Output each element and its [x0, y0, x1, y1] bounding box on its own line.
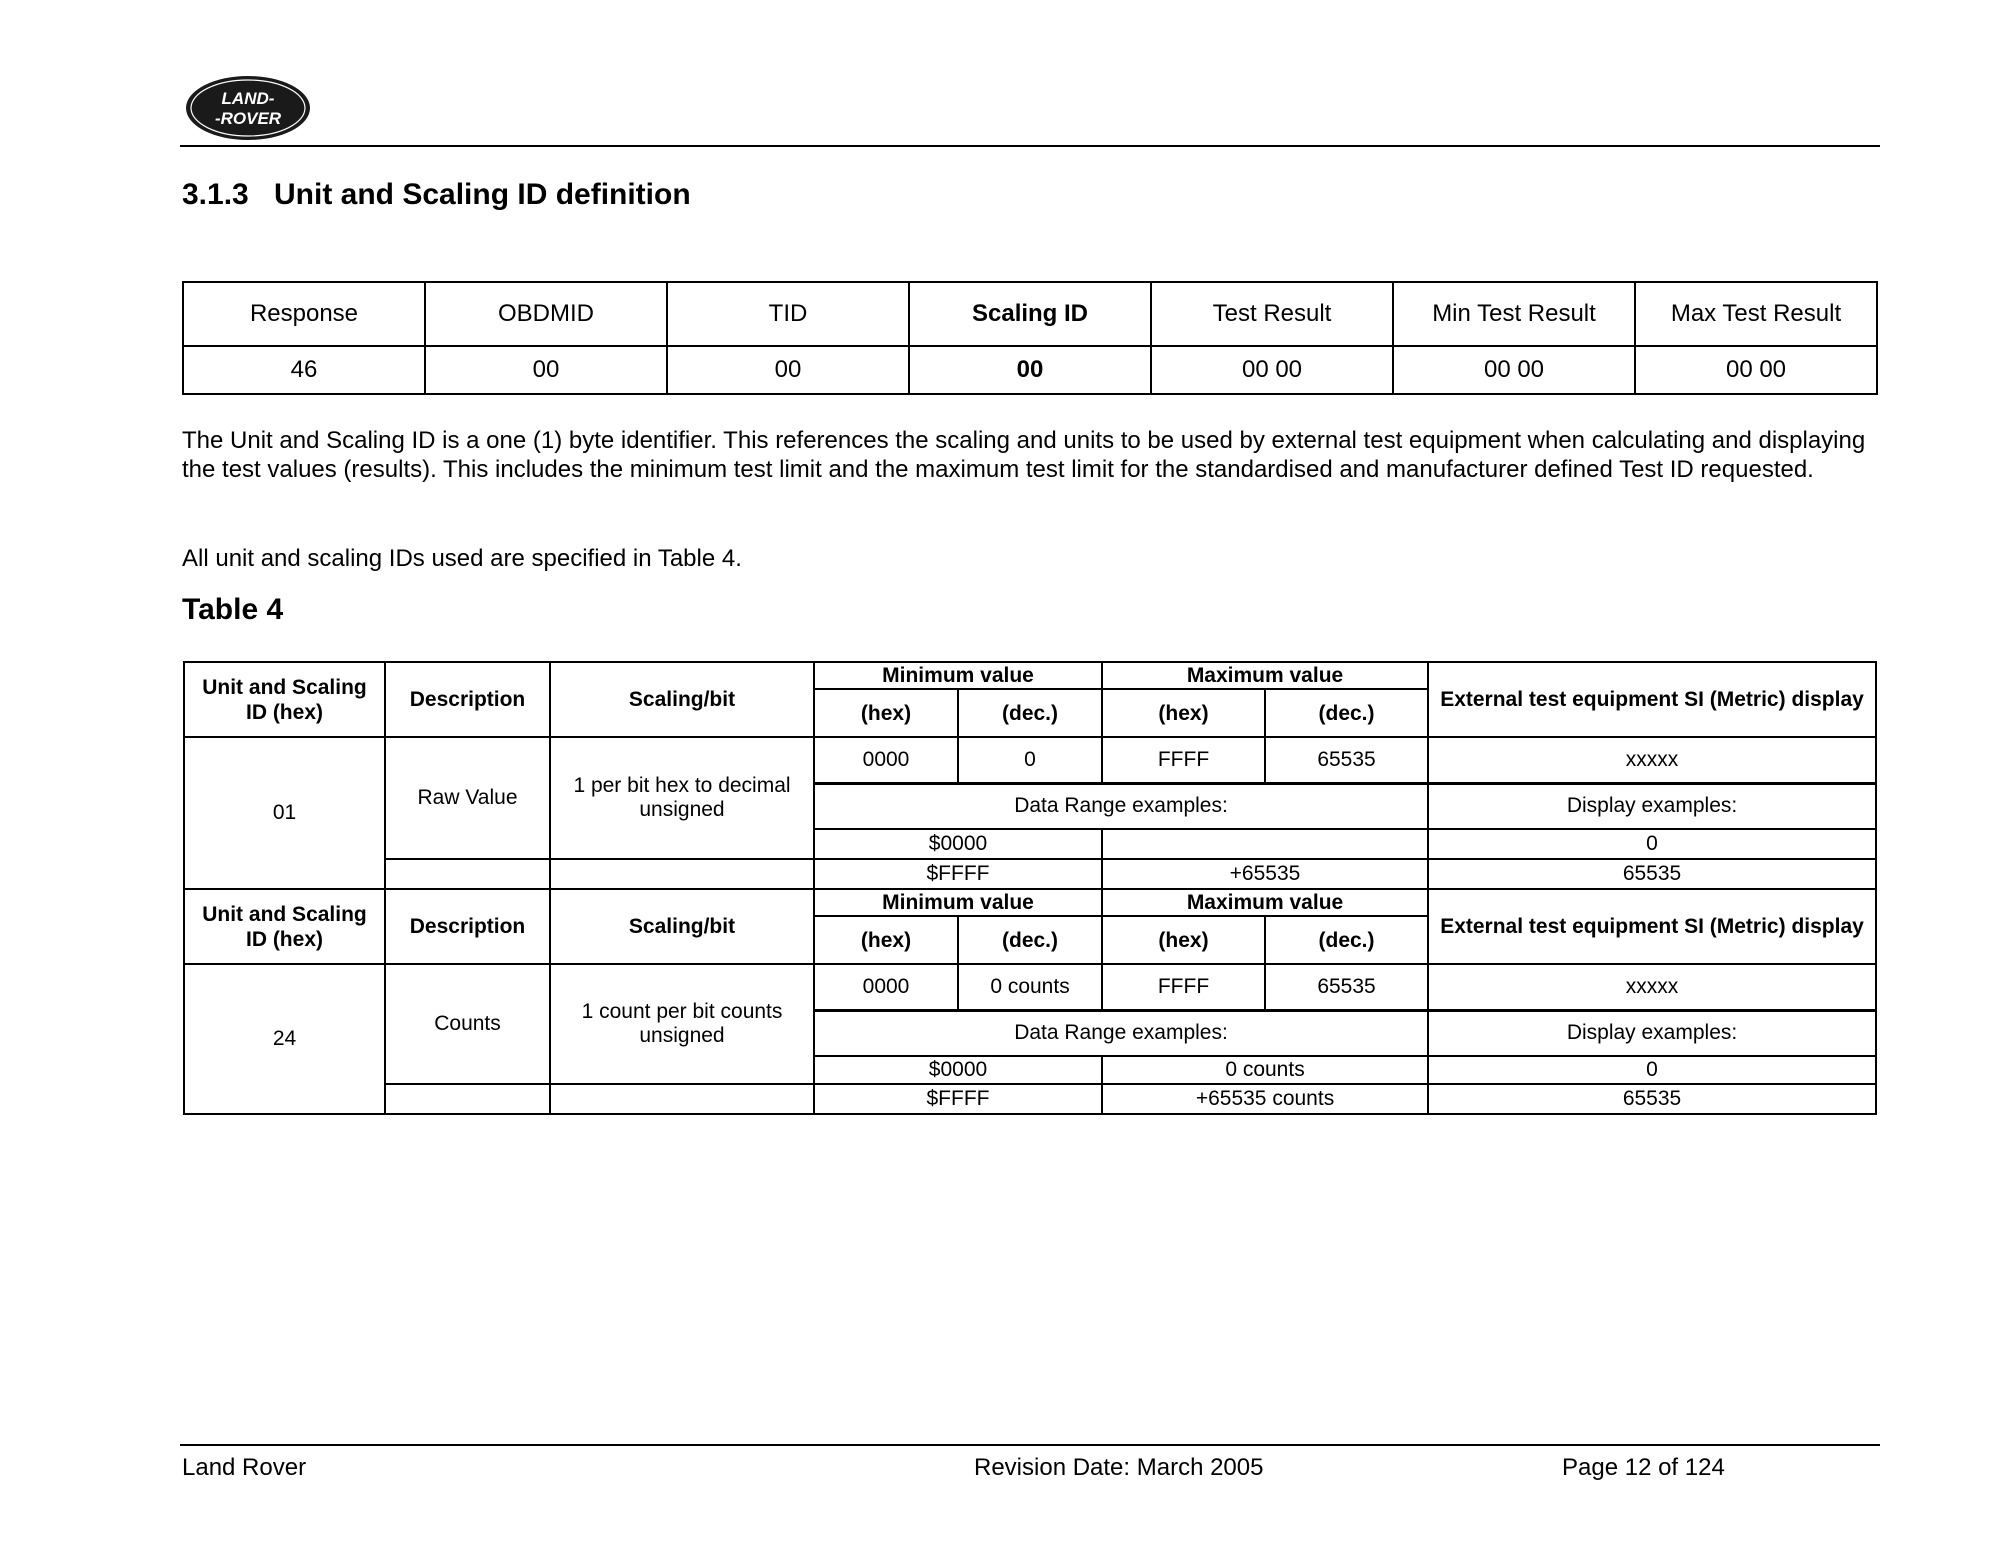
- section-number: 3.1.3: [182, 178, 249, 211]
- example-hex-cell: $0000: [814, 829, 1102, 859]
- empty-cell: [385, 1084, 550, 1114]
- footer-revision-date: Revision Date: March 2005: [974, 1454, 1264, 1481]
- header-min-dec: (dec.): [958, 689, 1102, 737]
- max-hex-cell: FFFF: [1102, 964, 1265, 1010]
- empty-cell: [550, 1084, 814, 1114]
- response-table: [182, 281, 1878, 395]
- footer-page-number: Page 12 of 124: [1562, 1454, 1725, 1481]
- table-row: [184, 859, 1876, 889]
- section-heading: [182, 178, 691, 212]
- example-value-cell: +65535: [1102, 859, 1428, 889]
- scaling-cell: 1 count per bit counts unsigned: [550, 964, 814, 1084]
- land-rover-logo: [184, 74, 312, 142]
- header-tid: TID: [667, 282, 909, 346]
- value-tid: 00: [667, 346, 909, 394]
- scaling-cell: 1 per bit hex to decimal unsigned: [550, 737, 814, 859]
- header-max-test-result: Max Test Result: [1635, 282, 1877, 346]
- display-examples-label: Display examples:: [1428, 783, 1876, 829]
- value-obdmid: 00: [425, 346, 667, 394]
- header-minimum-value: Minimum value: [814, 889, 1102, 916]
- example-hex-cell: $FFFF: [814, 859, 1102, 889]
- svg-text:LAND-: LAND-: [221, 89, 275, 108]
- header-obdmid: OBDMID: [425, 282, 667, 346]
- table-header-row: [184, 889, 1876, 916]
- data-range-label: Data Range examples:: [814, 1010, 1428, 1056]
- min-hex-cell: 0000: [814, 737, 958, 783]
- header-scaling-bit: Scaling/bit: [550, 889, 814, 964]
- header-unit-scaling-id: Unit and Scaling ID (hex): [184, 662, 385, 737]
- example-hex-cell: $0000: [814, 1056, 1102, 1084]
- header-min-dec: (dec.): [958, 916, 1102, 964]
- header-scaling-bit: Scaling/bit: [550, 662, 814, 737]
- header-max-hex: (hex): [1102, 916, 1265, 964]
- header-max-hex: (hex): [1102, 689, 1265, 737]
- unit-scaling-table: [183, 661, 1877, 1115]
- section-title: Unit and Scaling ID definition: [274, 178, 691, 211]
- response-header-row: [183, 282, 1877, 346]
- header-minimum-value: Minimum value: [814, 662, 1102, 689]
- min-hex-cell: 0000: [814, 964, 958, 1010]
- header-min-hex: (hex): [814, 916, 958, 964]
- body-paragraph: The Unit and Scaling ID is a one (1) byte identifier. This references the scaling and units to be used by external test equipment when calculating and displaying the test values (results). This includes the minimum test limit and the maximum test limit for the standardised and manufacturer defined Test ID requested.: [182, 427, 1866, 483]
- display-cell: xxxxx: [1428, 964, 1876, 1010]
- empty-cell: [550, 859, 814, 889]
- header-max-dec: (dec.): [1265, 689, 1428, 737]
- header-response: Response: [183, 282, 425, 346]
- min-dec-cell: 0 counts: [958, 964, 1102, 1010]
- body-paragraph-table-reference: All unit and scaling IDs used are specified in Table 4.: [182, 545, 742, 572]
- response-value-row: [183, 346, 1877, 394]
- example-value-cell: +65535 counts: [1102, 1084, 1428, 1114]
- display-examples-label: Display examples:: [1428, 1010, 1876, 1056]
- table-row: [184, 1084, 1876, 1114]
- header-min-hex: (hex): [814, 689, 958, 737]
- header-max-dec: (dec.): [1265, 916, 1428, 964]
- table-row: [184, 737, 1876, 783]
- example-display-cell: 0: [1428, 829, 1876, 859]
- header-unit-scaling-id: Unit and Scaling ID (hex): [184, 889, 385, 964]
- header-maximum-value: Maximum value: [1102, 889, 1428, 916]
- value-min-test-result: 00 00: [1393, 346, 1635, 394]
- display-cell: xxxxx: [1428, 737, 1876, 783]
- value-response: 46: [183, 346, 425, 394]
- max-dec-cell: 65535: [1265, 964, 1428, 1010]
- example-display-cell: 0: [1428, 1056, 1876, 1084]
- header-external-display: External test equipment SI (Metric) display: [1428, 662, 1876, 737]
- footer-company: Land Rover: [182, 1454, 307, 1481]
- example-value-cell: 0 counts: [1102, 1056, 1428, 1084]
- value-max-test-result: 00 00: [1635, 346, 1877, 394]
- value-test-result: 00 00: [1151, 346, 1393, 394]
- max-hex-cell: FFFF: [1102, 737, 1265, 783]
- header-test-result: Test Result: [1151, 282, 1393, 346]
- header-external-display: External test equipment SI (Metric) display: [1428, 889, 1876, 964]
- header-description: Description: [385, 889, 550, 964]
- header-maximum-value: Maximum value: [1102, 662, 1428, 689]
- example-display-cell: 65535: [1428, 1084, 1876, 1114]
- header-min-test-result: Min Test Result: [1393, 282, 1635, 346]
- example-display-cell: 65535: [1428, 859, 1876, 889]
- value-scaling-id: 00: [909, 346, 1151, 394]
- footer-rule: [180, 1444, 1880, 1446]
- table-row: [184, 964, 1876, 1010]
- min-dec-cell: 0: [958, 737, 1102, 783]
- example-hex-cell: $FFFF: [814, 1084, 1102, 1114]
- description-cell: Counts: [385, 964, 550, 1084]
- example-value-cell: [1102, 829, 1428, 859]
- header-rule: [180, 145, 1880, 147]
- data-range-label: Data Range examples:: [814, 783, 1428, 829]
- empty-cell: [385, 859, 550, 889]
- unit-scaling-id-cell: 24: [184, 964, 385, 1114]
- description-cell: Raw Value: [385, 737, 550, 859]
- header-scaling-id: Scaling ID: [909, 282, 1151, 346]
- table-header-row: [184, 662, 1876, 689]
- unit-scaling-id-cell: 01: [184, 737, 385, 889]
- table-title: Table 4: [182, 593, 284, 626]
- header-description: Description: [385, 662, 550, 737]
- max-dec-cell: 65535: [1265, 737, 1428, 783]
- svg-text:-ROVER: -ROVER: [214, 109, 282, 128]
